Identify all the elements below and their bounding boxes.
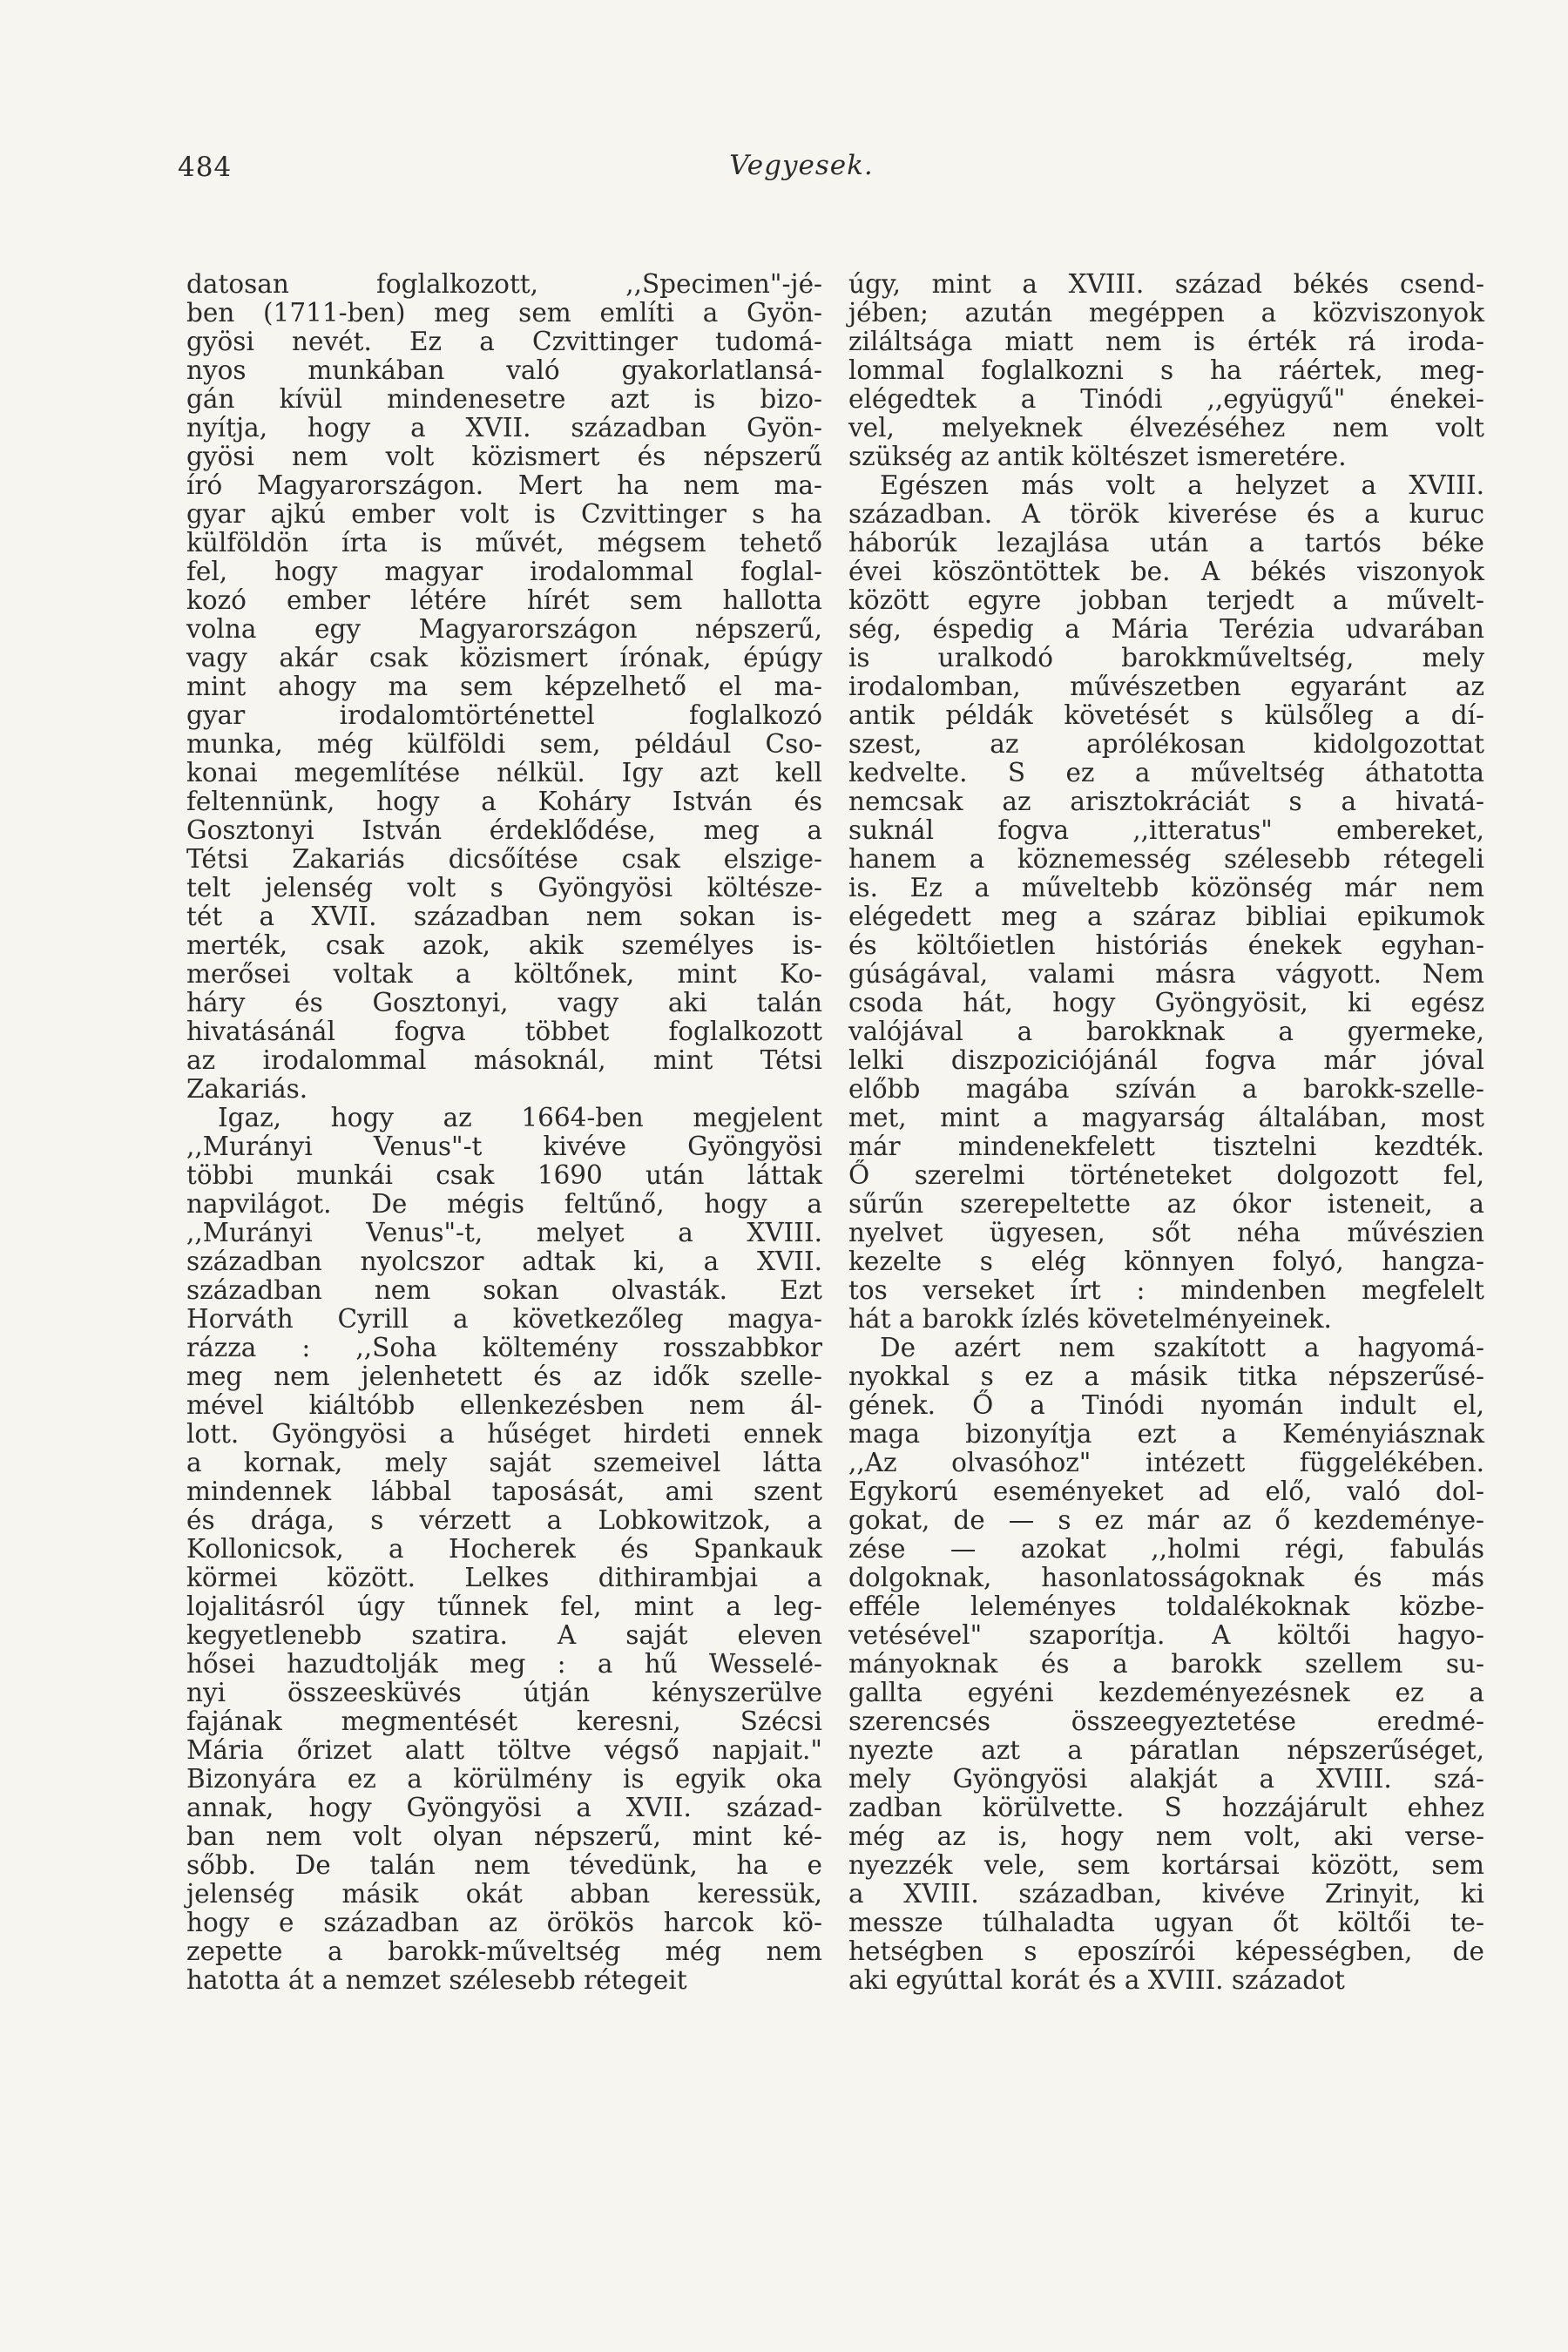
right-column-line: hát a barokk ízlés követelményeinek. — [848, 1304, 1332, 1334]
left-column-line: rázza : ,,Soha költemény rosszabbkor — [186, 1333, 822, 1362]
left-column-line: ben (1711-ben) meg sem említi a Gyön- — [186, 298, 822, 328]
right-column-line: háborúk lezajlása után a tartós béke — [848, 528, 1484, 558]
right-column-line: mányoknak és a barokk szellem su- — [848, 1649, 1484, 1679]
left-column-line: hatotta át a nemzet szélesebb rétegeit — [186, 1965, 687, 1995]
right-column-line: csoda hát, hogy Gyöngyösit, ki egész — [848, 988, 1484, 1017]
left-column-line: datosan foglalkozott, ,,Specimen"-jé- — [186, 269, 822, 299]
left-column-line: telt jelenség volt s Gyöngyösi költésze- — [186, 873, 822, 902]
right-column-line: szerencsés összeegyeztetése eredmé- — [848, 1707, 1484, 1736]
right-column-line: gének. Ő a Tinódi nyomán indult el, — [848, 1390, 1484, 1420]
right-column-line: zése — azokat ,,holmi régi, fabulás — [848, 1534, 1484, 1564]
right-column-line: gúságával, valami másra vágyott. Nem — [848, 959, 1484, 989]
left-column-line: vagy akár csak közismert írónak, épúgy — [186, 643, 822, 672]
right-column-line: között egyre jobban terjedt a művelt- — [848, 585, 1484, 615]
right-column-line: elégedtek a Tinódi ,,együgyű" énekei- — [848, 384, 1484, 414]
right-column-line: hetségben s eposzírói képességben, de — [848, 1936, 1484, 1966]
right-column-line: vetésével" szaporítja. A költői hagyo- — [848, 1620, 1484, 1650]
right-column-line: és költőietlen históriás énekek egyhan- — [848, 930, 1484, 960]
right-column-line: kedvelte. S ez a műveltség áthatotta — [848, 758, 1484, 787]
left-column-line: a kornak, mely saját szemeivel látta — [186, 1448, 822, 1477]
left-column-line: tét a XVII. században nem sokan is- — [186, 902, 822, 931]
left-column-line: mével kiáltóbb ellenkezésben nem ál- — [186, 1390, 822, 1420]
right-column-line: szest, az aprólékosan kidolgozottat — [848, 729, 1484, 759]
right-column-line: met, mint a magyarság általában, most — [848, 1103, 1484, 1132]
left-column-line: gyar irodalomtörténettel foglalkozó — [186, 700, 822, 730]
left-column-line: fajának megmentését keresni, Szécsi — [186, 1707, 822, 1736]
left-column-line: gán kívül mindenesetre azt is bizo- — [186, 384, 822, 414]
right-column-line: vel, melyeknek élvezéséhez nem volt — [848, 413, 1484, 443]
right-column-line: gokat, de — s ez már az ő kezdeménye- — [848, 1505, 1484, 1535]
right-column-line: maga bizonyítja ezt a Keményiásznak — [848, 1419, 1484, 1449]
right-column-line: lommal foglalkozni s ha ráértek, meg- — [848, 355, 1484, 385]
left-column-line: hivatásánál fogva többet foglalkozott — [186, 1017, 822, 1046]
right-column-line: dolgoknak, hasonlatosságoknak és más — [848, 1563, 1484, 1592]
left-column-line: gyar ajkú ember volt is Czvittinger s ha — [186, 499, 822, 529]
right-column-line: még az is, hogy nem volt, aki verse- — [848, 1821, 1484, 1851]
right-column-line: ,,Az olvasóhoz" intézett függelékében. — [848, 1448, 1484, 1477]
left-column-line: gyösi nevét. Ez a Czvittinger tudomá- — [186, 327, 822, 356]
right-column-line: ziláltsága miatt nem is érték rá iroda- — [848, 327, 1484, 356]
left-column-line: merték, csak azok, akik személyes is- — [186, 930, 822, 960]
right-column-line: aki egyúttal korát és a XVIII. századot — [848, 1965, 1345, 1995]
left-column-line: Mária őrizet alatt töltve végső napjait." — [186, 1735, 822, 1765]
left-column-line: Bizonyára ez a körülmény is egyik oka — [186, 1764, 822, 1794]
left-column-line: Tétsi Zakariás dicsőítése csak elszige- — [186, 844, 822, 874]
right-column-line: is uralkodó barokkműveltség, mely — [848, 643, 1484, 672]
right-column-line: efféle leleményes toldalékoknak közbe- — [848, 1592, 1484, 1621]
left-column-line: ,,Murányi Venus"-t, melyet a XVIII. — [186, 1218, 822, 1247]
right-column-line: sűrűn szerepeltette az ókor isteneit, a — [848, 1189, 1484, 1219]
left-column-line: mint ahogy ma sem képzelhető el ma- — [186, 672, 822, 701]
left-column-line: ban nem volt olyan népszerű, mint ké- — [186, 1821, 822, 1851]
right-column-line: kezelte s elég könnyen folyó, hangza- — [848, 1247, 1484, 1276]
right-column-line: hanem a köznemesség szélesebb rétegeli — [848, 844, 1484, 874]
right-column-line: nyelvet ügyesen, sőt néha művészien — [848, 1218, 1484, 1247]
left-column-line: zepette a barokk-műveltség még nem — [186, 1936, 822, 1966]
left-column-line: kozó ember létére hírét sem hallotta — [186, 585, 822, 615]
right-column-line: mely Gyöngyösi alakját a XVIII. szá- — [848, 1764, 1484, 1794]
left-column-line: mindennek lábbal taposását, ami szent — [186, 1477, 822, 1506]
left-column-line: napvilágot. De mégis feltűnő, hogy a — [186, 1189, 822, 1219]
right-column-line: úgy, mint a XVIII. század békés csend- — [848, 269, 1484, 299]
left-column-line: külföldön írta is művét, mégsem tehető — [186, 528, 822, 558]
right-column-line: szükség az antik költészet ismeretére. — [848, 442, 1347, 471]
right-column-line: messze túlhaladta ugyan őt költői te- — [848, 1908, 1484, 1937]
right-column-line: a XVIII. században, kivéve Zrinyit, ki — [848, 1879, 1484, 1909]
left-column-line: században nyolcszor adtak ki, a XVII. — [186, 1247, 822, 1276]
left-column-line: munka, még külföldi sem, például Cso- — [186, 729, 822, 759]
left-column-line: Igaz, hogy az 1664-ben megjelent — [218, 1103, 822, 1132]
right-column-line: nyezte azt a páratlan népszerűséget, — [848, 1735, 1484, 1765]
right-column-line: előbb magába szíván a barokk-szelle- — [848, 1074, 1484, 1104]
right-column-line: tos verseket írt : mindenben megfelelt — [848, 1275, 1484, 1305]
right-column-line: De azért nem szakított a hagyomá- — [880, 1333, 1484, 1362]
left-column-line: Horváth Cyrill a következőleg magya- — [186, 1304, 822, 1334]
right-column-line: Egykorú eseményeket ad elő, való dol- — [848, 1477, 1484, 1506]
left-column-line: háry és Gosztonyi, vagy aki talán — [186, 988, 822, 1017]
left-column-line: Zakariás. — [186, 1074, 308, 1104]
right-column-line: nyokkal s ez a másik titka népszerűsé- — [848, 1362, 1484, 1391]
right-column-line: suknál fogva ,,itteratus" embereket, — [848, 815, 1484, 845]
right-column-line: elégedett meg a száraz bibliai epikumok — [848, 902, 1484, 931]
right-column-line: Egészen más volt a helyzet a XVIII. — [880, 470, 1484, 500]
left-column-line: volna egy Magyarországon népszerű, — [186, 614, 822, 644]
right-column-line: antik példák követését s külsőleg a dí- — [848, 700, 1484, 730]
right-column-line: már mindenekfelett tisztelni kezdték. — [848, 1132, 1484, 1161]
right-column-line: ség, éspedig a Mária Terézia udvarában — [848, 614, 1484, 644]
left-column-line: konai megemlítése nélkül. Igy azt kell — [186, 758, 822, 787]
left-column-line: körmei között. Lelkes dithirambjai a — [186, 1563, 822, 1592]
right-column-line: valójával a barokknak a gyermeke, — [848, 1017, 1484, 1046]
right-column-line: zadban körülvette. S hozzájárult ehhez — [848, 1793, 1484, 1822]
left-column-line: lott. Gyöngyösi a hűséget hirdeti ennek — [186, 1419, 822, 1449]
left-column-line: ,,Murányi Venus"-t kivéve Gyöngyösi — [186, 1132, 822, 1161]
left-column-line: hősei hazudtolják meg : a hű Wesselé- — [186, 1649, 822, 1679]
left-column-line: században nem sokan olvasták. Ezt — [186, 1275, 822, 1305]
left-column-line: és drága, s vérzett a Lobkowitzok, a — [186, 1505, 822, 1535]
left-column-line: Gosztonyi István érdeklődése, meg a — [186, 815, 822, 845]
right-column-line: lelki diszpoziciójánál fogva már jóval — [848, 1045, 1484, 1075]
left-column-line: gyösi nem volt közismert és népszerű — [186, 442, 822, 471]
left-column-line: meg nem jelenhetett és az idők szelle- — [186, 1362, 822, 1391]
left-column-line: fel, hogy magyar irodalommal foglal- — [186, 557, 822, 586]
right-column-line: nyezzék vele, sem kortársai között, sem — [848, 1850, 1484, 1880]
left-column-line: feltennünk, hogy a Koháry István és — [186, 787, 822, 816]
right-text-column — [848, 270, 1484, 1995]
left-column-line: nyi összeesküvés útján kényszerülve — [186, 1678, 822, 1707]
left-column-line: annak, hogy Gyöngyösi a XVII. század- — [186, 1793, 822, 1822]
left-column-line: az irodalommal másoknál, mint Tétsi — [186, 1045, 822, 1075]
right-column-line: is. Ez a műveltebb közönség már nem — [848, 873, 1484, 902]
left-column-line: író Magyarországon. Mert ha nem ma- — [186, 470, 822, 500]
left-column-line: lojalitásról úgy tűnnek fel, mint a leg- — [186, 1592, 822, 1621]
right-column-line: gallta egyéni kezdeményezésnek ez a — [848, 1678, 1484, 1707]
left-column-line: Kollonicsok, a Hocherek és Spankauk — [186, 1534, 822, 1564]
right-column-line: Ő szerelmi történeteket dolgozott fel, — [848, 1160, 1484, 1190]
left-column-line: nyos munkában való gyakorlatlansá- — [186, 355, 822, 385]
left-column-line: nyítja, hogy a XVII. században Gyön- — [186, 413, 822, 443]
left-text-column — [186, 270, 822, 1995]
right-column-line: jében; azután megéppen a közviszonyok — [848, 298, 1484, 328]
right-column-line: nemcsak az arisztokráciát s a hivatá- — [848, 787, 1484, 816]
left-column-line: jelenség másik okát abban keressük, — [186, 1879, 822, 1909]
right-column-line: században. A török kiverése és a kuruc — [848, 499, 1484, 529]
left-column-line: többi munkái csak 1690 után láttak — [186, 1160, 822, 1190]
running-head: Vegyesek. — [729, 150, 874, 181]
left-column-line: hogy e században az örökös harcok kö- — [186, 1908, 822, 1937]
page-number: 484 — [178, 152, 233, 183]
left-column-line: sőbb. De talán nem tévedünk, ha e — [186, 1850, 822, 1880]
left-column-line: merősei voltak a költőnek, mint Ko- — [186, 959, 822, 989]
left-column-line: kegyetlenebb szatira. A saját eleven — [186, 1620, 822, 1650]
right-column-line: irodalomban, művészetben egyaránt az — [848, 672, 1484, 701]
right-column-line: évei köszöntöttek be. A békés viszonyok — [848, 557, 1484, 586]
